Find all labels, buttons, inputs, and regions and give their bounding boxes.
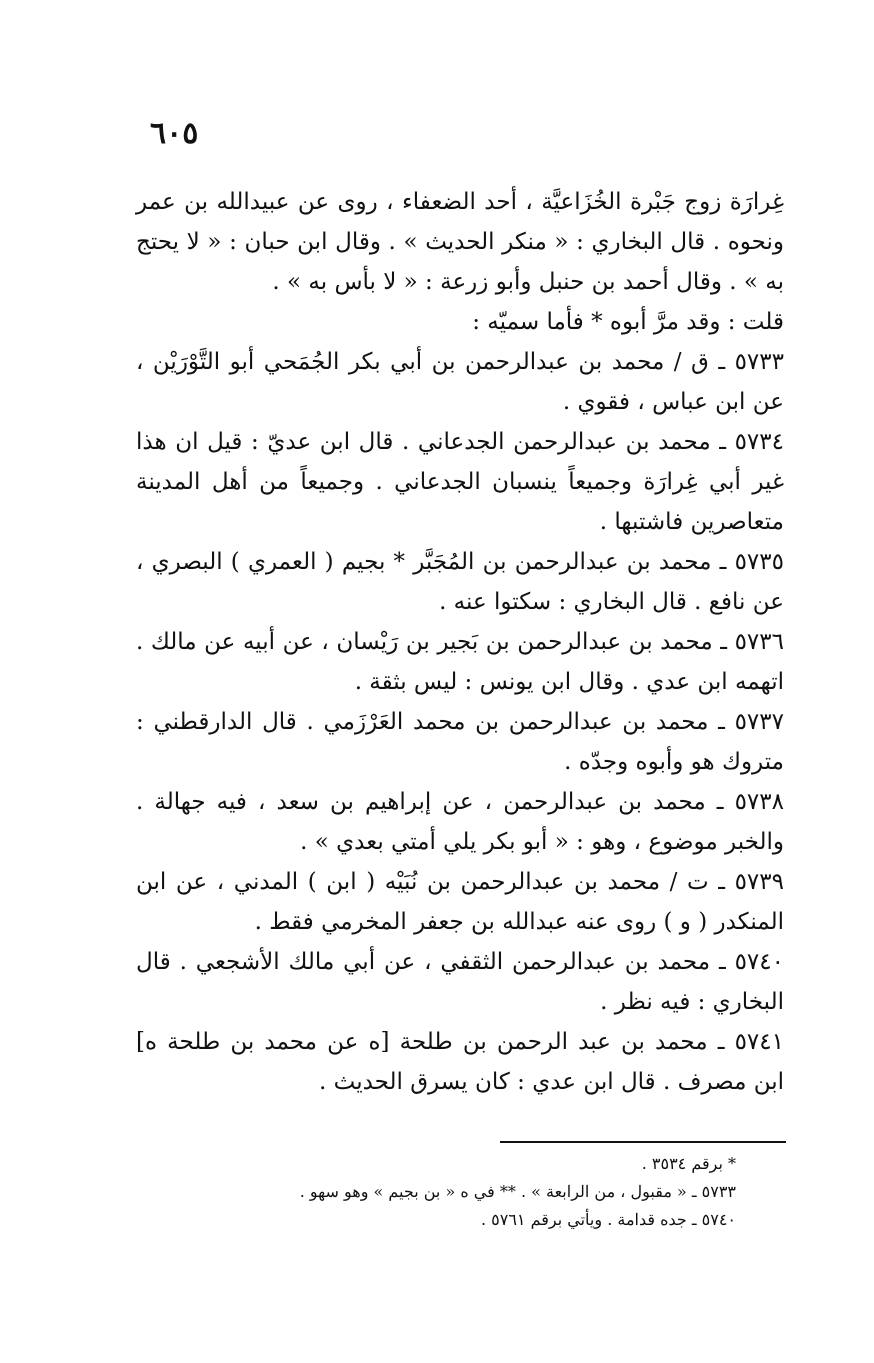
footnote-1: * برقم ٣٥٣٤ . [641,1154,736,1173]
paragraph-note: قلت : وقد مرَّ أبوه * فأما سميّه : [472,309,784,335]
entry-5734: ٥٧٣٤ ـ محمد بن عبدالرحمن الجدعاني . قال ابن عديّ : قيل ان هذا غير أبي غِرارَة وجميعاً ينسبان الجدعاني . وجميعاً من أهل المدينة متعاصرين فاشتبها . [136,429,784,535]
entry-5735: ٥٧٣٥ ـ محمد بن عبدالرحمن بن المُجَبَّر * بجيم ( العمري ) البصري ، عن نافع . قال البخاري : سكتوا عنه . [136,549,784,615]
footnote-2: ٥٧٣٣ ـ « مقبول ، من الرابعة » . ** في ه « بن بجيم » وهو سهو . [299,1182,736,1201]
paragraph-intro: غِرارَة زوج جَبْرة الخُزَاعيَّة ، أحد الضعفاء ، روى عن عبيدالله بن عمر ونحوه . قال البخاري : « منكر الحديث » . وقال ابن حبان : « لا يحتج به » . وقال أحمد بن حنبل وأبو زرعة : « لا بأس به » . [136,189,784,295]
entry-5739: ٥٧٣٩ ـ ت / محمد بن عبدالرحمن بن نُبَيْه ( ابن ) المدني ، عن ابن المنكدر ( و ) روى عنه عبدالله بن جعفر المخرمي فقط . [136,869,784,935]
entry-5738: ٥٧٣٨ ـ محمد بن عبدالرحمن ، عن إبراهيم بن سعد ، فيه جهالة . والخبر موضوع ، وهو : « أبو بكر يلي أمتي بعدي » . [136,789,784,855]
entry-5736: ٥٧٣٦ ـ محمد بن عبدالرحمن بن بَجير بن رَيْسان ، عن أبيه عن مالك . اتهمه ابن عدي . وقال ابن يونس : ليس بثقة . [136,629,784,695]
footnote-3: ٥٧٤٠ ـ جده قدامة . ويأتي برقم ٥٧٦١ . [480,1210,736,1229]
main-text [136,182,784,1102]
page-number: ٦٠٥ [150,116,199,151]
footnote-divider [500,1141,786,1143]
entry-5737: ٥٧٣٧ ـ محمد بن عبدالرحمن بن محمد العَرْزَمي . قال الدارقطني : متروك هو وأبوه وجدّه . [136,709,784,775]
entry-5733: ٥٧٣٣ ـ ق / محمد بن عبدالرحمن بن أبي بكر الجُمَحي أبو التَّوْرَيْن ، عن ابن عباس ، فقوي . [136,349,784,415]
entry-5740: ٥٧٤٠ ـ محمد بن عبدالرحمن الثقفي ، عن أبي مالك الأشجعي . قال البخاري : فيه نظر . [136,949,784,1015]
footnotes [136,1150,736,1234]
entry-5741: ٥٧٤١ ـ محمد بن عبد الرحمن بن طلحة [ه عن محمد بن طلحة ه] ابن مصرف . قال ابن عدي : كان يسرق الحديث . [136,1029,784,1095]
